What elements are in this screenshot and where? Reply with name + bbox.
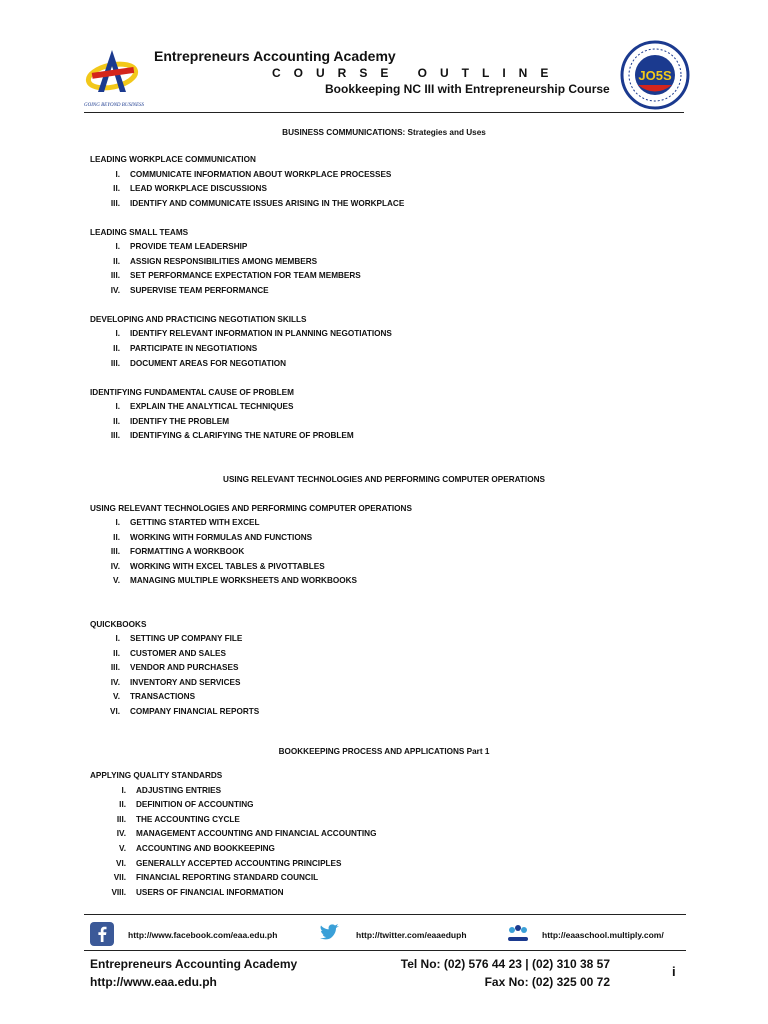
- header-divider: [84, 112, 684, 113]
- section-heading: BOOKKEEPING PROCESS AND APPLICATIONS Part 1: [278, 747, 490, 756]
- item-number: II.: [113, 184, 120, 193]
- links-divider: [84, 914, 686, 915]
- page-number: i: [672, 964, 676, 979]
- list-item: [90, 518, 590, 530]
- list-item: [90, 184, 590, 196]
- item-text: SET PERFORMANCE EXPECTATION FOR TEAM MEMBERS: [130, 271, 361, 280]
- list-item: [90, 533, 590, 545]
- twitter-bird-icon: [318, 922, 344, 946]
- item-number: V.: [113, 692, 120, 701]
- item-text: WORKING WITH EXCEL TABLES & PIVOTTABLES: [130, 562, 325, 571]
- item-text: COMMUNICATE INFORMATION ABOUT WORKPLACE PROCESSES: [130, 170, 392, 179]
- list-item: [90, 663, 590, 675]
- item-text: IDENTIFYING & CLARIFYING THE NATURE OF PROBLEM: [130, 431, 354, 440]
- item-number: I.: [115, 329, 120, 338]
- item-text: COMPANY FINANCIAL REPORTS: [130, 707, 260, 716]
- item-text: IDENTIFY THE PROBLEM: [130, 417, 230, 426]
- twitter-link[interactable]: [318, 920, 498, 950]
- list-item: [90, 859, 590, 871]
- item-number: V.: [113, 576, 120, 585]
- header-org-name: Entrepreneurs Accounting Academy: [154, 48, 396, 64]
- list-item: [90, 815, 590, 827]
- item-text: DEFINITION OF ACCOUNTING: [136, 800, 254, 809]
- item-number: I.: [121, 786, 126, 795]
- item-number: VII.: [113, 873, 126, 882]
- item-text: IDENTIFY RELEVANT INFORMATION IN PLANNING NEGOTIATIONS: [130, 329, 392, 338]
- item-number: VI.: [109, 707, 120, 716]
- item-number: III.: [110, 663, 120, 672]
- group-title: LEADING SMALL TEAMS: [90, 228, 189, 237]
- item-text: PARTICIPATE IN NEGOTIATIONS: [130, 344, 258, 353]
- list-item: [90, 562, 590, 574]
- list-item: [90, 329, 590, 341]
- item-number: I.: [115, 634, 120, 643]
- list-item: [90, 199, 590, 211]
- seal-text: JO5S: [638, 68, 672, 83]
- item-text: TRANSACTIONS: [130, 692, 196, 701]
- tel-number: Tel No: (02) 576 44 23 | (02) 310 38 57: [400, 957, 610, 971]
- list-item: [90, 678, 590, 690]
- item-number: II.: [113, 417, 120, 426]
- item-number: V.: [119, 844, 126, 853]
- item-number: III.: [116, 815, 126, 824]
- item-number: I.: [115, 518, 120, 527]
- facebook-link[interactable]: [90, 920, 300, 950]
- list-item: [90, 634, 590, 646]
- item-text: EXPLAIN THE ANALYTICAL TECHNIQUES: [130, 402, 294, 411]
- item-text: ACCOUNTING AND BOOKKEEPING: [136, 844, 275, 853]
- list-item: [90, 888, 590, 900]
- item-text: USERS OF FINANCIAL INFORMATION: [136, 888, 284, 897]
- item-number: III.: [110, 359, 120, 368]
- list-item: [90, 873, 590, 885]
- list-item: [90, 417, 590, 429]
- list-item: [90, 829, 590, 841]
- item-number: IV.: [110, 678, 120, 687]
- item-text: ASSIGN RESPONSIBILITIES AMONG MEMBERS: [130, 257, 318, 266]
- item-text: GENERALLY ACCEPTED ACCOUNTING PRINCIPLES: [136, 859, 342, 868]
- joss-seal-logo: [620, 40, 690, 110]
- item-number: III.: [110, 431, 120, 440]
- course-outline-title: COURSE OUTLINE: [272, 66, 562, 80]
- item-text: INVENTORY AND SERVICES: [130, 678, 241, 687]
- item-text: SETTING UP COMPANY FILE: [130, 634, 243, 643]
- footer-divider: [84, 950, 686, 951]
- item-number: II.: [119, 800, 126, 809]
- footer-org-name: Entrepreneurs Accounting Academy: [90, 957, 298, 971]
- item-text: ADJUSTING ENTRIES: [136, 786, 222, 795]
- list-item: [90, 707, 590, 719]
- item-number: IV.: [110, 562, 120, 571]
- list-item: [90, 170, 590, 182]
- facebook-url: http://www.facebook.com/eaa.edu.ph: [128, 930, 278, 940]
- list-item: [90, 242, 590, 254]
- list-item: [90, 286, 590, 298]
- item-text: THE ACCOUNTING CYCLE: [136, 815, 240, 824]
- item-text: LEAD WORKPLACE DISCUSSIONS: [130, 184, 267, 193]
- list-item: [90, 257, 590, 269]
- item-text: IDENTIFY AND COMMUNICATE ISSUES ARISING IN THE WORKPLACE: [130, 199, 405, 208]
- item-text: MANAGING MULTIPLE WORKSHEETS AND WORKBOOKS: [130, 576, 357, 585]
- footer-contact: [90, 955, 297, 991]
- multiply-link[interactable]: [506, 920, 696, 950]
- item-number: VIII.: [111, 888, 126, 897]
- footer-phone: [380, 955, 610, 991]
- group-title: DEVELOPING AND PRACTICING NEGOTIATION SKILLS: [90, 315, 307, 324]
- item-text: FINANCIAL REPORTING STANDARD COUNCIL: [136, 873, 319, 882]
- group-title: APPLYING QUALITY STANDARDS: [90, 771, 223, 780]
- item-number: II.: [113, 257, 120, 266]
- item-number: II.: [113, 649, 120, 658]
- multiply-icon: [506, 922, 530, 946]
- item-number: I.: [115, 170, 120, 179]
- social-links: [90, 920, 690, 950]
- fax-number: Fax No: (02) 325 00 72: [484, 975, 610, 989]
- item-text: PROVIDE TEAM LEADERSHIP: [130, 242, 248, 251]
- list-item: [90, 786, 590, 798]
- item-number: II.: [113, 344, 120, 353]
- item-number: I.: [115, 242, 120, 251]
- list-item: [90, 844, 590, 856]
- group-title: LEADING WORKPLACE COMMUNICATION: [90, 155, 256, 164]
- item-number: I.: [115, 402, 120, 411]
- list-item: [90, 359, 590, 371]
- group-title: USING RELEVANT TECHNOLOGIES AND PERFORMING COMPUTER OPERATIONS: [90, 504, 412, 513]
- list-item: [90, 692, 590, 704]
- course-title: Bookkeeping NC III with Entrepreneurship Course: [325, 82, 610, 96]
- item-text: FORMATTING A WORKBOOK: [130, 547, 245, 556]
- section-heading: BUSINESS COMMUNICATIONS: Strategies and Uses: [282, 128, 486, 137]
- group-title: IDENTIFYING FUNDAMENTAL CAUSE OF PROBLEM: [90, 388, 294, 397]
- item-number: III.: [110, 199, 120, 208]
- twitter-url: http://twitter.com/eaaeduph: [356, 930, 467, 940]
- list-item: [90, 271, 590, 283]
- list-item: [90, 649, 590, 661]
- group-title: QUICKBOOKS: [90, 620, 147, 629]
- list-item: [90, 344, 590, 356]
- item-text: SUPERVISE TEAM PERFORMANCE: [130, 286, 269, 295]
- footer-website[interactable]: http://www.eaa.edu.ph: [90, 975, 217, 989]
- page-header: [0, 0, 768, 115]
- list-item: [90, 800, 590, 812]
- section-heading: USING RELEVANT TECHNOLOGIES AND PERFORMING COMPUTER OPERATIONS: [223, 475, 545, 484]
- item-text: GETTING STARTED WITH EXCEL: [130, 518, 260, 527]
- logo-tagline: GOING BEYOND BUSINESS: [84, 103, 144, 108]
- item-text: VENDOR AND PURCHASES: [130, 663, 239, 672]
- item-text: MANAGEMENT ACCOUNTING AND FINANCIAL ACCOUNTING: [136, 829, 377, 838]
- item-text: DOCUMENT AREAS FOR NEGOTIATION: [130, 359, 287, 368]
- item-number: IV.: [116, 829, 126, 838]
- item-number: VI.: [115, 859, 126, 868]
- item-number: III.: [110, 547, 120, 556]
- item-number: III.: [110, 271, 120, 280]
- eaa-logo: [84, 46, 154, 110]
- item-number: IV.: [110, 286, 120, 295]
- item-text: CUSTOMER AND SALES: [130, 649, 226, 658]
- list-item: [90, 402, 590, 414]
- list-item: [90, 547, 590, 559]
- item-text: WORKING WITH FORMULAS AND FUNCTIONS: [130, 533, 313, 542]
- list-item: [90, 576, 590, 588]
- list-item: [90, 431, 590, 443]
- facebook-icon: [90, 922, 114, 946]
- multiply-url: http://eaaschool.multiply.com/: [542, 930, 664, 940]
- item-number: II.: [113, 533, 120, 542]
